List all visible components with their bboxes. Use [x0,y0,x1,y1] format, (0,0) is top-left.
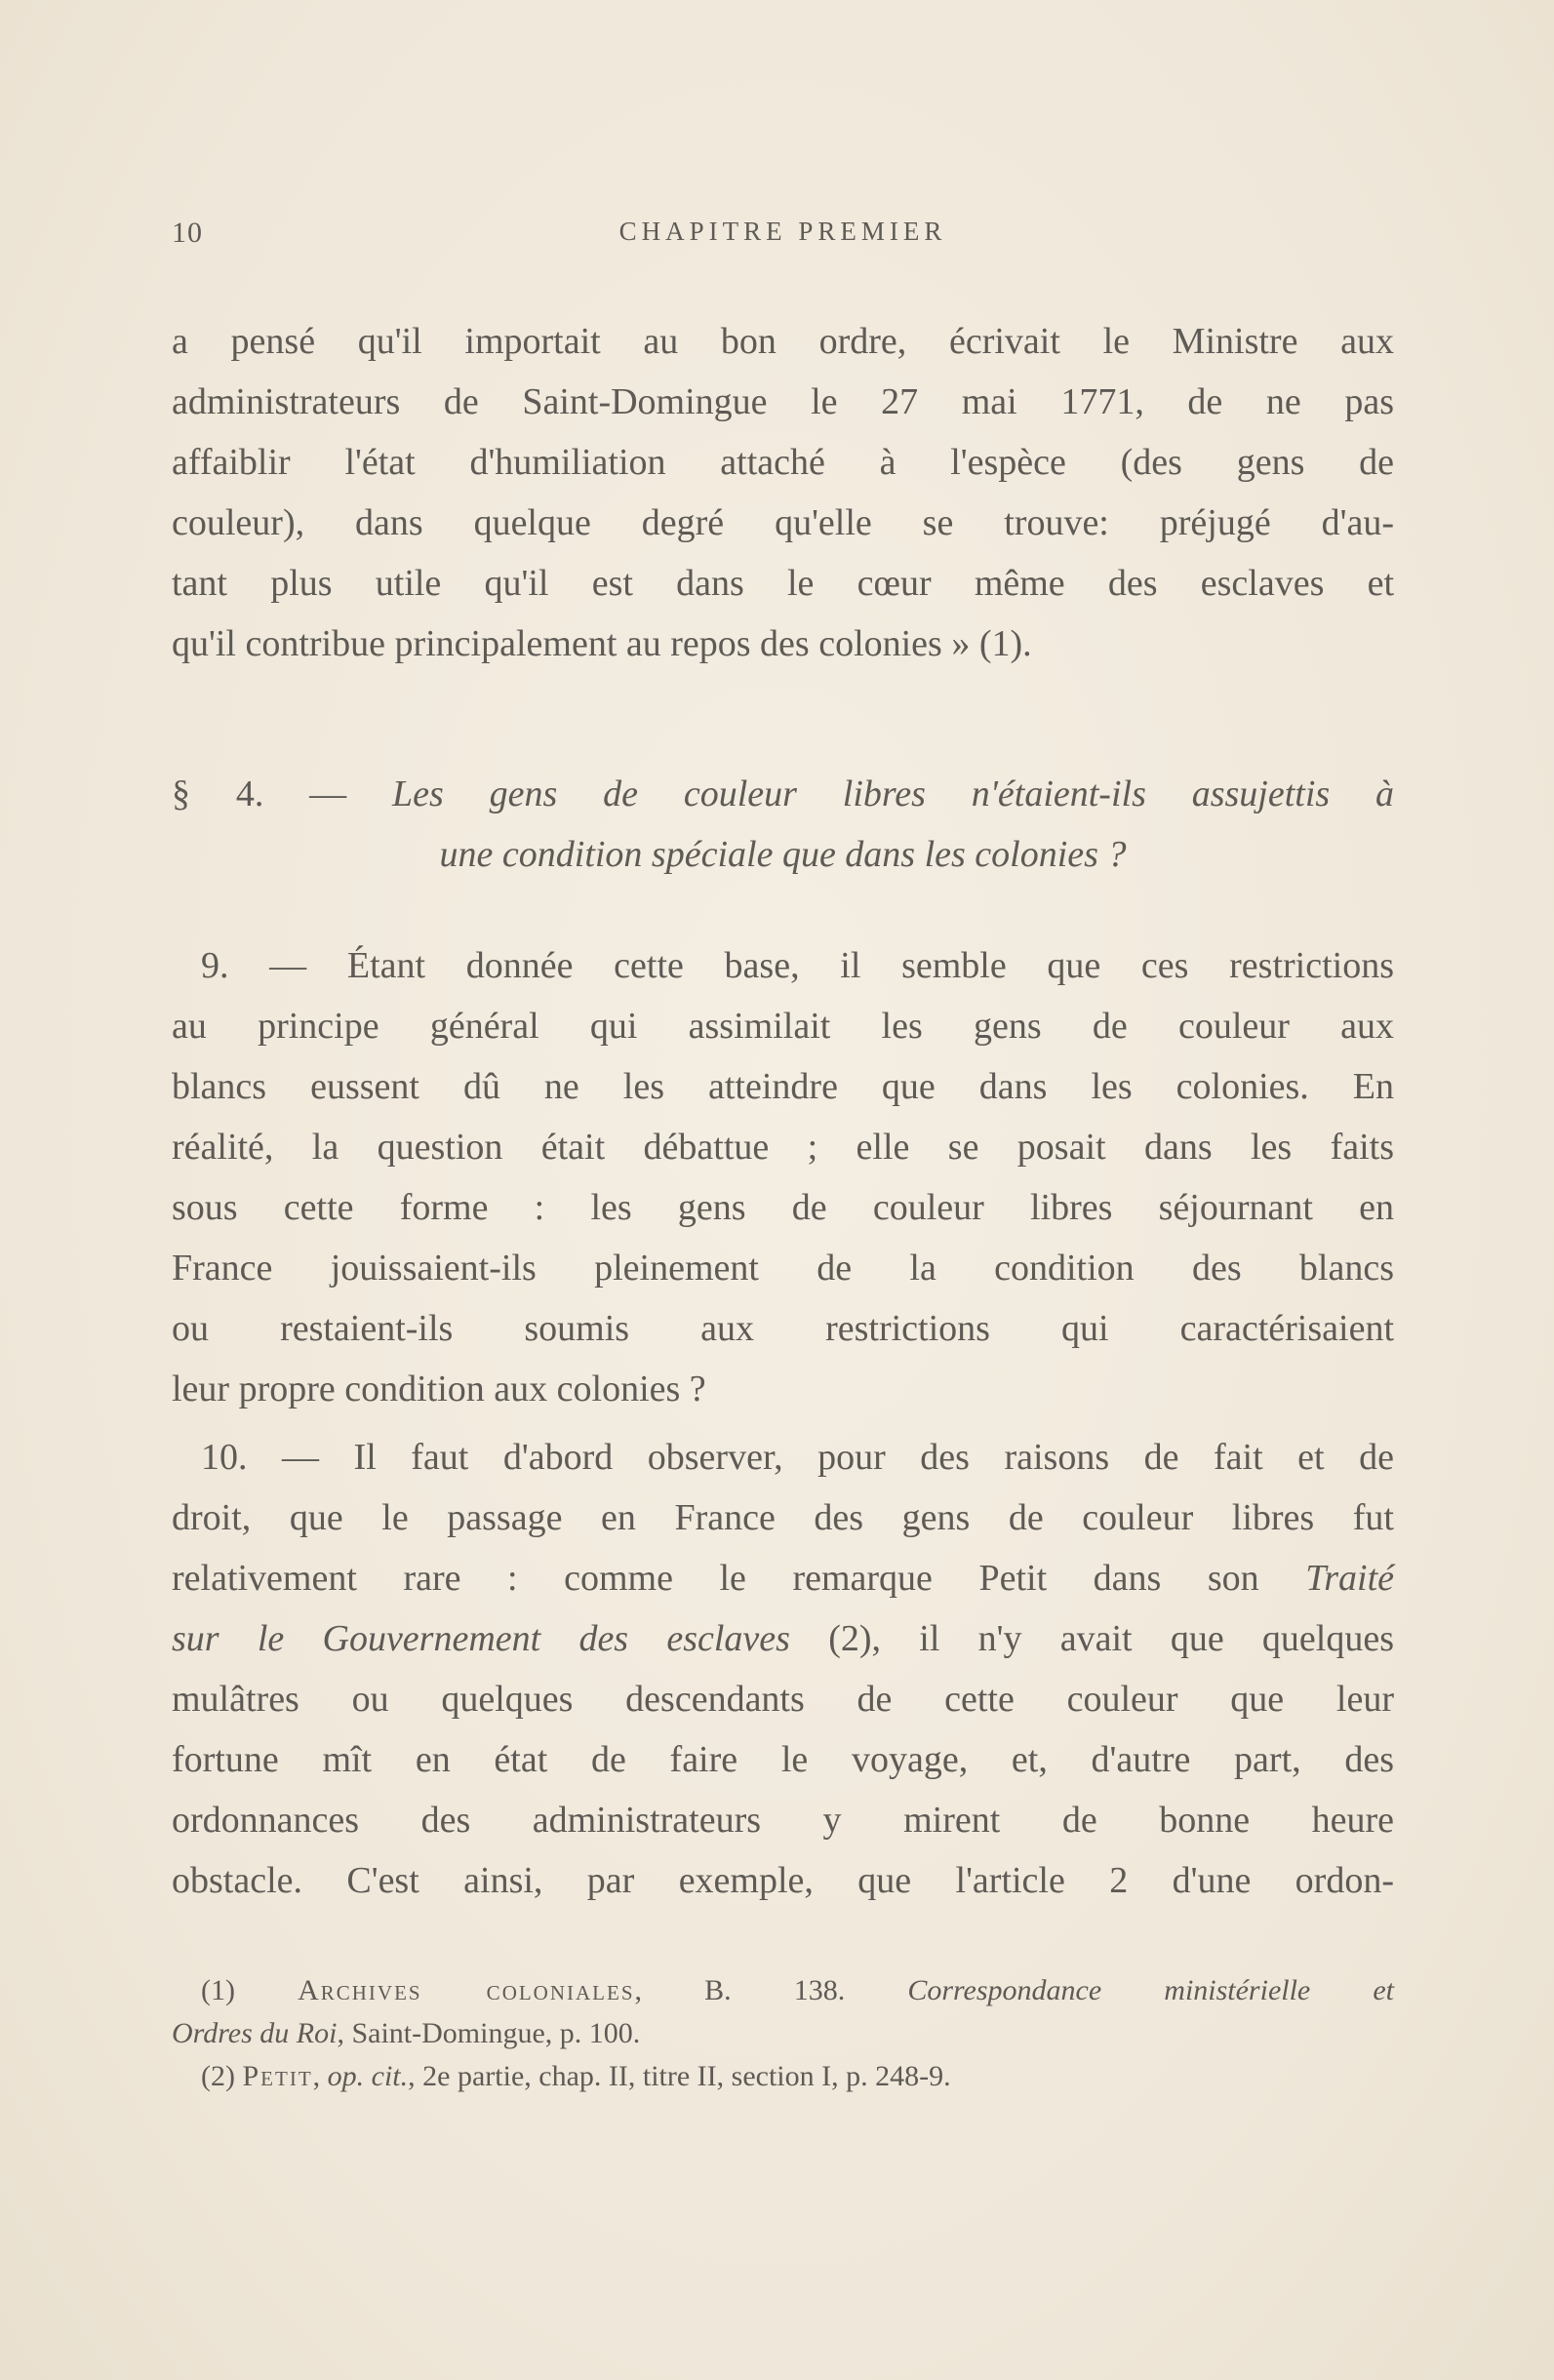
footnote-ref: , B. 138. [634,1974,846,2006]
book-title-part-2: sur le Gouvernement des esclaves [172,1618,790,1659]
text-line: blancs eussent dû ne les atteindre que dans les colonies. En [172,1066,1394,1107]
text-line: 10. — Il faut d'abord observer, pour des raisons de fait et de [201,1437,1394,1478]
footnote-opcit: op. cit. [327,2060,409,2092]
text-line: fortune mît en état de faire le voyage, et, d'autre part, des [172,1739,1394,1780]
text-line: au principe général qui assimilait les gens de couleur aux [172,1006,1394,1047]
text-line: 9. — Étant donnée cette base, il semble que ces restrictions [201,945,1394,986]
text-line: France jouissaient-ils pleinement de la condition des blancs [172,1248,1394,1289]
text-line: couleur), dans quelque degré qu'elle se trouve: préjugé d'au- [172,502,1394,543]
section-heading-line [172,771,1394,817]
page-number: 10 [172,217,203,249]
text-line: leur propre condition aux colonies ? [172,1368,706,1409]
footnote-1-line-2 [172,2015,1394,2052]
text-line: droit, que le passage en France des gens de couleur libres fut [172,1497,1394,1538]
text-line: réalité, la question était débattue ; elle se posait dans les faits [172,1127,1394,1168]
text-line: administrateurs de Saint-Domingue le 27 mai 1771, de ne pas [172,381,1394,422]
text-line: ou restaient-ils soumis aux restrictions qui caractérisaient [172,1308,1394,1349]
footnote-text: , Saint-Domingue, p. 100. [337,2017,641,2049]
text-line: sous cette forme : les gens de couleur libres séjournant en [172,1187,1394,1228]
text-line: tant plus utile qu'il est dans le cœur même des esclaves et [172,563,1394,604]
footnote-1-line-1 [201,1972,1394,2009]
running-title: CHAPITRE PREMIER [618,217,947,246]
footnote-title: Ordres du Roi [172,2017,338,2049]
text-line [172,1615,1394,1662]
text-line: ordonnances des administrateurs y mirent de bonne heure [172,1800,1394,1841]
section-title-line-2: une condition spéciale que dans les colonies ? [439,834,1127,875]
section-number: § 4. — [172,774,347,814]
footnote-author: Petit [242,2060,313,2092]
text-line: affaiblir l'état d'humiliation attaché à l'espèce (des gens de [172,442,1394,483]
footnote-marker: (2) [201,2060,235,2092]
footnote-marker: (1) [201,1974,235,2006]
footnote-text: , 2e partie, chap. II, titre II, section I, p. 248-9. [408,2060,951,2092]
text-line: a pensé qu'il importait au bon ordre, écrivait le Ministre aux [172,321,1394,362]
footnote-title: Correspondance ministérielle et [907,1974,1394,2006]
page-header [172,217,1394,256]
footnote-source: Archives coloniales [298,1974,635,2006]
footnote-sep: , [312,2060,321,2092]
footnote-2 [201,2058,1394,2095]
text-span: (2), il n'y avait que quelques [828,1618,1395,1659]
book-title-part-1: Traité [1305,1558,1395,1599]
text-line: obstacle. C'est ainsi, par exemple, que l'article 2 d'une ordon- [172,1860,1394,1901]
text-line [172,1555,1394,1602]
text-line: mulâtres ou quelques descendants de cette couleur que leur [172,1679,1394,1720]
text-line: qu'il contribue principalement au repos des colonies » (1). [172,623,1032,664]
text-span: relativement rare : comme le remarque Petit dans son [172,1558,1259,1599]
section-title-line-1: Les gens de couleur libres n'étaient-ils assujettis à [392,774,1395,814]
